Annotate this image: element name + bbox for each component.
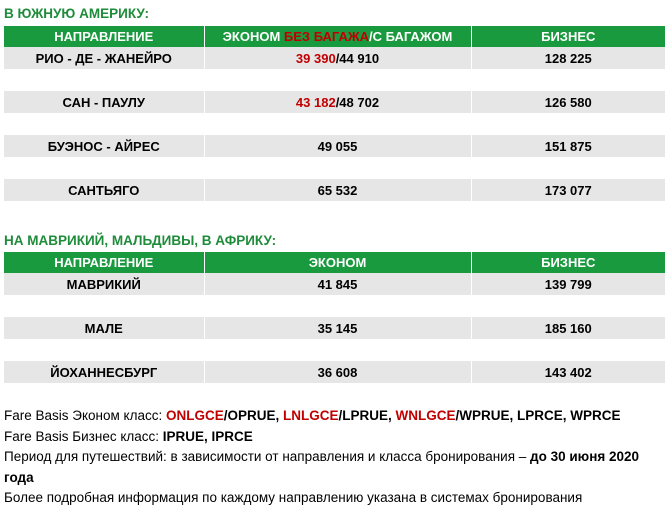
row-direction: ЙОХАННЕСБУРГ: [4, 361, 204, 383]
economy-with-baggage-price: /48 702: [335, 94, 380, 110]
fares-table-africa: [4, 252, 665, 383]
header-economy-no-baggage: БЕЗ БАГАЖА: [283, 29, 370, 44]
economy-with-baggage-price: /44 910: [335, 50, 380, 66]
table-header-row: [4, 26, 665, 47]
table-row: [4, 361, 665, 383]
fare-code: /LPRUE,: [338, 408, 396, 423]
table-row: [4, 91, 665, 113]
travel-period: [4, 447, 664, 488]
economy-fare-basis-label: Fare Basis Эконом класс:: [4, 408, 166, 423]
table-row: [4, 47, 665, 69]
row-direction: БУЭНОС - АЙРЕС: [4, 135, 204, 157]
fare-code-red: ONLGCE: [165, 408, 224, 423]
row-spacer: [4, 69, 665, 91]
table-row: [4, 179, 665, 201]
table-row: [4, 273, 665, 295]
row-business: 126 580: [471, 91, 665, 113]
fare-code: /OPRUE,: [223, 408, 284, 423]
row-direction: МАВРИКИЙ: [4, 273, 204, 295]
header-business: БИЗНЕС: [471, 252, 665, 273]
economy-no-baggage-price: 43 182: [295, 94, 336, 110]
row-direction: САНТЬЯГО: [4, 179, 204, 201]
fare-code-red: WNLGCE: [395, 408, 456, 423]
fare-notes: [4, 406, 664, 509]
row-spacer: [4, 339, 665, 361]
row-spacer: [4, 295, 665, 317]
table-header-row: [4, 252, 665, 273]
header-economy: ЭКОНОМ: [204, 252, 471, 273]
row-economy: 65 532: [204, 179, 471, 201]
header-economy: [204, 26, 471, 47]
row-business: 185 160: [471, 317, 665, 339]
header-direction: НАПРАВЛЕНИЕ: [4, 26, 204, 47]
header-business: БИЗНЕС: [471, 26, 665, 47]
row-economy: 36 608: [204, 361, 471, 383]
economy-no-baggage-price: 39 390: [295, 50, 336, 66]
header-economy-prefix: ЭКОНОМ: [222, 29, 284, 44]
header-direction: НАПРАВЛЕНИЕ: [4, 252, 204, 273]
section-title-africa: НА МАВРИКИЙ, МАЛЬДИВЫ, В АФРИКУ:: [4, 233, 277, 248]
business-fare-codes: IPRUE, IPRCE: [162, 428, 253, 444]
fare-code-red: LNLGCE: [283, 408, 339, 423]
row-economy: [204, 91, 471, 113]
row-business: 143 402: [471, 361, 665, 383]
row-economy: 49 055: [204, 135, 471, 157]
section-title-south-america: В ЮЖНУЮ АМЕРИКУ:: [4, 6, 149, 21]
table-row: [4, 135, 665, 157]
fare-code: /WPRUE, LPRCE, WPRCE: [455, 408, 621, 423]
row-economy: 41 845: [204, 273, 471, 295]
row-economy: 35 145: [204, 317, 471, 339]
row-business: 128 225: [471, 47, 665, 69]
row-business: 173 077: [471, 179, 665, 201]
travel-period-value: до 30 июня 2020 года: [4, 449, 640, 485]
fares-table-south-america: [4, 26, 665, 201]
economy-fare-basis: [4, 406, 664, 427]
business-fare-basis: [4, 427, 664, 448]
row-direction: МАЛЕ: [4, 317, 204, 339]
table-row: [4, 317, 665, 339]
row-spacer: [4, 113, 665, 135]
row-economy: [204, 47, 471, 69]
more-info-text: Более подробная информация по каждому направлению указана в системах бронирования: [4, 490, 583, 505]
row-business: 139 799: [471, 273, 665, 295]
row-spacer: [4, 157, 665, 179]
business-fare-basis-label: Fare Basis Бизнес класс:: [4, 428, 163, 444]
header-economy-with-baggage: /С БАГАЖОМ: [369, 29, 453, 44]
travel-period-label: Период для путешествий: в зависимости от направления и класса бронирования –: [4, 449, 531, 464]
row-direction: САН - ПАУЛУ: [4, 91, 204, 113]
row-direction: РИО - ДЕ - ЖАНЕЙРО: [4, 47, 204, 69]
row-business: 151 875: [471, 135, 665, 157]
